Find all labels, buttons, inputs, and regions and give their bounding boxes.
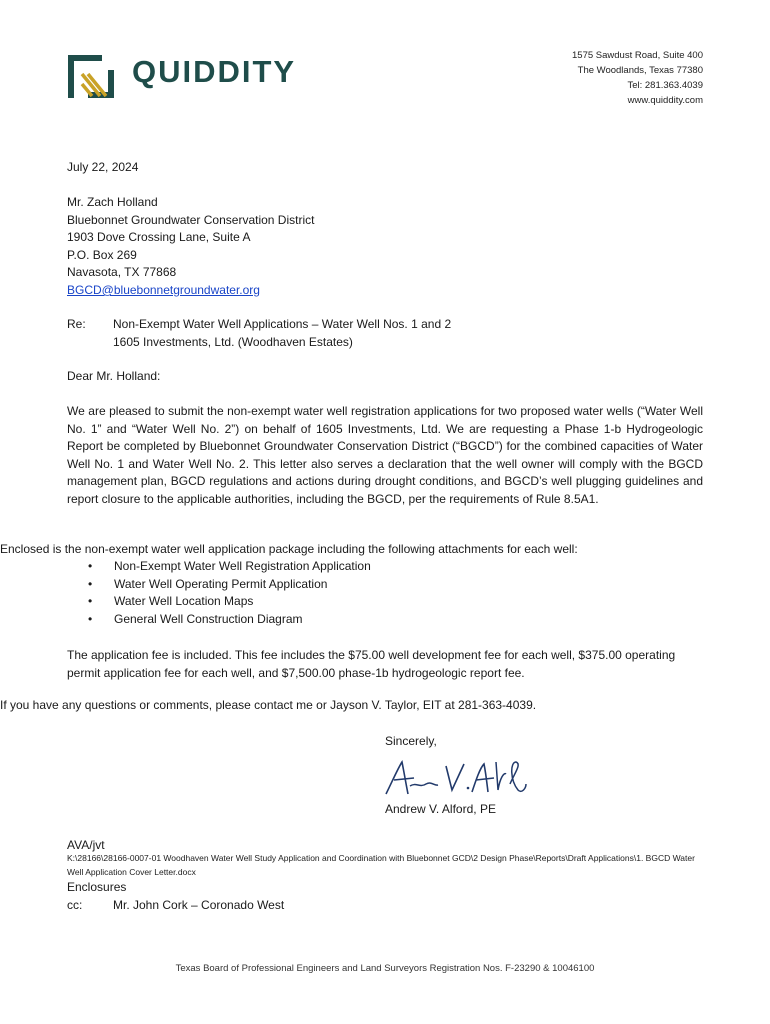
recipient-name: Mr. Zach Holland: [67, 195, 158, 209]
bullet-icon: •: [88, 559, 93, 573]
recipient-street: 1903 Dove Crossing Lane, Suite A: [67, 230, 251, 245]
salutation: Dear Mr. Holland:: [67, 369, 161, 383]
signature-image: [380, 754, 530, 800]
cc-label: cc:: [67, 898, 83, 912]
list-item: • General Well Construction Diagram: [84, 611, 371, 629]
file-path: K:\28166\28166-0007-01 Woodhaven Water Well Study Application and Coordination with Bluebonnet GCD\2 Design Phase\Reports\Draft Applications\1. BGCD Water Well Application Cover Letter.docx: [67, 853, 695, 877]
body-paragraph: Enclosed is the non-exempt water well application package including the following attachments for each well:: [0, 542, 578, 556]
enclosures-label: Enclosures: [67, 880, 127, 894]
list-item: • Water Well Operating Permit Application: [84, 576, 371, 594]
re-subject-line: 1605 Investments, Ltd. (Woodhaven Estates): [113, 334, 353, 349]
recipient-email-link[interactable]: BGCD@bluebonnetgroundwater.org: [67, 282, 260, 297]
recipient-po-box: P.O. Box 269: [67, 247, 137, 262]
body-paragraph: If you have any questions or comments, please contact me or Jayson V. Taylor, EIT at 281-363-4039.: [0, 698, 537, 712]
signer-name: Andrew V. Alford, PE: [385, 802, 496, 816]
body-paragraph: We are pleased to submit the non-exempt water well registration applications for two proposed water wells (“Water Well No. 1” and “Water Well No. 2”) on behalf of 1605 Investments, Ltd. We are requesting a Phase 1-b Hydrogeologic Report be completed by Bluebonnet Groundwater Conservation District (“BGCD”) for the combined capacities of Water Well No. 1 and Water Well No. 2. This letter also serves a declaration that the well owner will comply with the BGCD management plan, BGCD regulations and actions during drought conditions, and BGCD’s well plugging guidelines and report closure to the applicable authorities, including the BGCD, per the requirements of Rule 8.5A1.: [67, 404, 703, 506]
bullet-icon: •: [88, 611, 93, 626]
address-line: 1575 Sawdust Road, Suite 400: [572, 50, 703, 61]
bullet-icon: •: [88, 594, 93, 609]
company-address: [572, 48, 703, 108]
website-link[interactable]: www.quiddity.com: [627, 95, 703, 106]
re-subject: [113, 316, 451, 351]
closing: Sincerely,: [385, 734, 437, 748]
bullet-icon: •: [88, 576, 93, 591]
body-paragraph: The application fee is included. This fee includes the $75.00 well development fee for each well, $375.00 operating permit application fee for each well, and $7,500.00 phase-1b hydrogeologic report fee.: [67, 648, 676, 680]
recipient-organization: Bluebonnet Groundwater Conservation District: [67, 212, 315, 227]
letter-date: July 22, 2024: [67, 160, 139, 174]
address-line: The Woodlands, Texas 77380: [577, 65, 703, 76]
re-label: Re:: [67, 317, 86, 331]
re-subject-line: Non-Exempt Water Well Applications – Water Well Nos. 1 and 2: [113, 317, 452, 331]
phone-line: Tel: 281.363.4039: [627, 80, 703, 91]
company-name: QUIDDITY: [132, 54, 297, 89]
attachment-list: [84, 558, 371, 628]
list-item: • Non-Exempt Water Well Registration Application: [84, 558, 371, 576]
recipient-city: Navasota, TX 77868: [67, 265, 177, 280]
list-item: • Water Well Location Maps: [84, 593, 371, 611]
quiddity-logo-mark-icon: [66, 52, 118, 104]
page-footer: Texas Board of Professional Engineers and Land Surveyors Registration Nos. F-23290 & 10046100: [175, 963, 595, 974]
cc-recipient: Mr. John Cork – Coronado West: [113, 898, 285, 912]
recipient-block: [67, 194, 314, 300]
company-logo: [66, 52, 326, 104]
reference-initials: AVA/jvt: [67, 838, 105, 852]
